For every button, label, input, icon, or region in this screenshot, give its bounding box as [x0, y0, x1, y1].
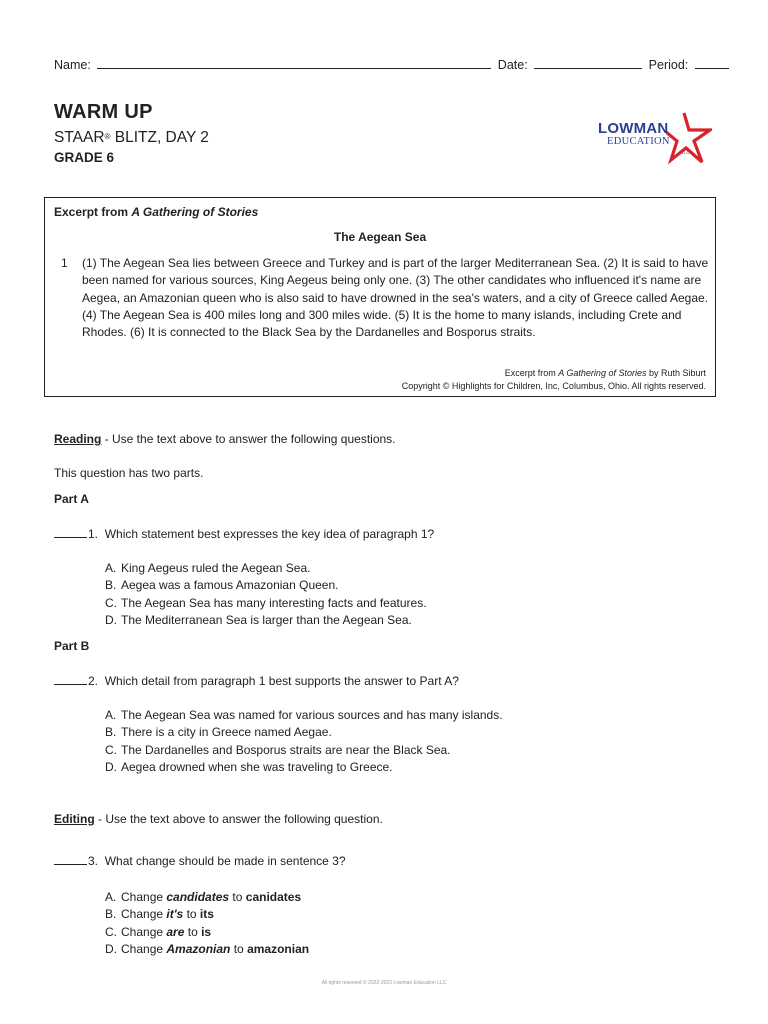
passage-paragraph: (1) The Aegean Sea lies between Greece and Turkey and is part of the larger Mediterranean Sea. (2) It is said to have been named for various sources, King Aegeus being only one. (3) The other candidates who influenced it's name are Aegea, an Amazonian queen who is also said to have drowned in the sea's waters, and a city of Greece called Aegae. (4) The Aegean Sea is 400 miles long and 300 miles wide. (5) It is the home to many islands, including Crete and Rhodes. (6) It is connected to the Black Sea by the Dardanelles and Bosporus straits. [82, 256, 709, 340]
question-3-options [105, 889, 309, 958]
question-1: 1. Which statement best expresses the key idea of paragraph 1? [54, 527, 434, 541]
part-a-label: Part A [54, 492, 89, 506]
period-label: Period: [648, 58, 689, 72]
logo-llc: LLC [682, 150, 690, 155]
option-3c[interactable]: C. Change are to is [105, 924, 212, 939]
question-2: 2. Which detail from paragraph 1 best supports the answer to Part A? [54, 674, 459, 688]
question-2-options [105, 707, 503, 776]
passage-credit [402, 367, 706, 393]
credit-line: Excerpt from A Gathering of Stories by Ruth Siburt [504, 368, 706, 378]
option-1d[interactable]: D. The Mediterranean Sea is larger than the Aegean Sea. [105, 612, 412, 627]
name-blank[interactable] [97, 58, 491, 69]
editing-instruction: Editing - Use the text above to answer the following question. [54, 812, 383, 826]
option-3d[interactable]: D. Change Amazonian to amazonian [105, 941, 310, 956]
option-2b[interactable]: B. There is a city in Greece named Aegae. [105, 725, 332, 740]
option-2a[interactable]: A. The Aegean Sea was named for various sources and has many islands. [105, 708, 503, 722]
star-icon [666, 110, 712, 166]
paragraph-number: 1 [61, 256, 68, 270]
option-3b[interactable]: B. Change it's to its [105, 907, 214, 922]
option-1c[interactable]: C. The Aegean Sea has many interesting facts and features. [105, 595, 427, 610]
answer-blank-3[interactable] [54, 854, 87, 865]
option-3a[interactable]: A. Change candidates to canidates [105, 890, 302, 904]
option-1a[interactable]: A. King Aegeus ruled the Aegean Sea. [105, 561, 311, 575]
copyright-line: Copyright © Highlights for Children, Inc, Columbus, Ohio. All rights reserved. [401, 381, 706, 391]
page-subtitle: STAAR® BLITZ, DAY 2 [54, 129, 209, 146]
part-b-label: Part B [54, 639, 90, 653]
question-3: 3. What change should be made in sentence 3? [54, 854, 346, 868]
question-1-options [105, 560, 427, 629]
passage-box [44, 197, 716, 397]
logo-text-top: LOWMAN [598, 120, 669, 137]
reading-label: Reading [54, 432, 102, 446]
grade-label: GRADE 6 [54, 150, 115, 165]
date-blank[interactable] [534, 58, 642, 69]
lowman-education-logo [594, 110, 716, 166]
name-label: Name: [54, 58, 91, 72]
excerpt-heading: Excerpt from A Gathering of Stories [54, 205, 259, 219]
registered-mark: ® [104, 132, 111, 141]
editing-label: Editing [54, 812, 95, 826]
answer-blank-2[interactable] [54, 674, 87, 685]
student-info-line [54, 58, 716, 72]
page-footer: All rights reserved © 2022-2023 Lowman Education LLC [321, 980, 447, 986]
logo-text-bottom: EDUCATION [607, 136, 670, 147]
date-label: Date: [497, 58, 528, 72]
option-2d[interactable]: D. Aegea drowned when she was traveling to Greece. [105, 759, 393, 774]
option-2c[interactable]: C. The Dardanelles and Bosporus straits are near the Black Sea. [105, 742, 451, 757]
passage-title: The Aegean Sea [333, 230, 427, 244]
page-title: WARM UP [54, 101, 153, 123]
period-blank[interactable] [695, 58, 729, 69]
answer-blank-1[interactable] [54, 527, 87, 538]
option-1b[interactable]: B. Aegea was a famous Amazonian Queen. [105, 578, 339, 593]
two-parts-note: This question has two parts. [54, 466, 204, 480]
reading-instruction: Reading - Use the text above to answer the following questions. [54, 432, 396, 446]
